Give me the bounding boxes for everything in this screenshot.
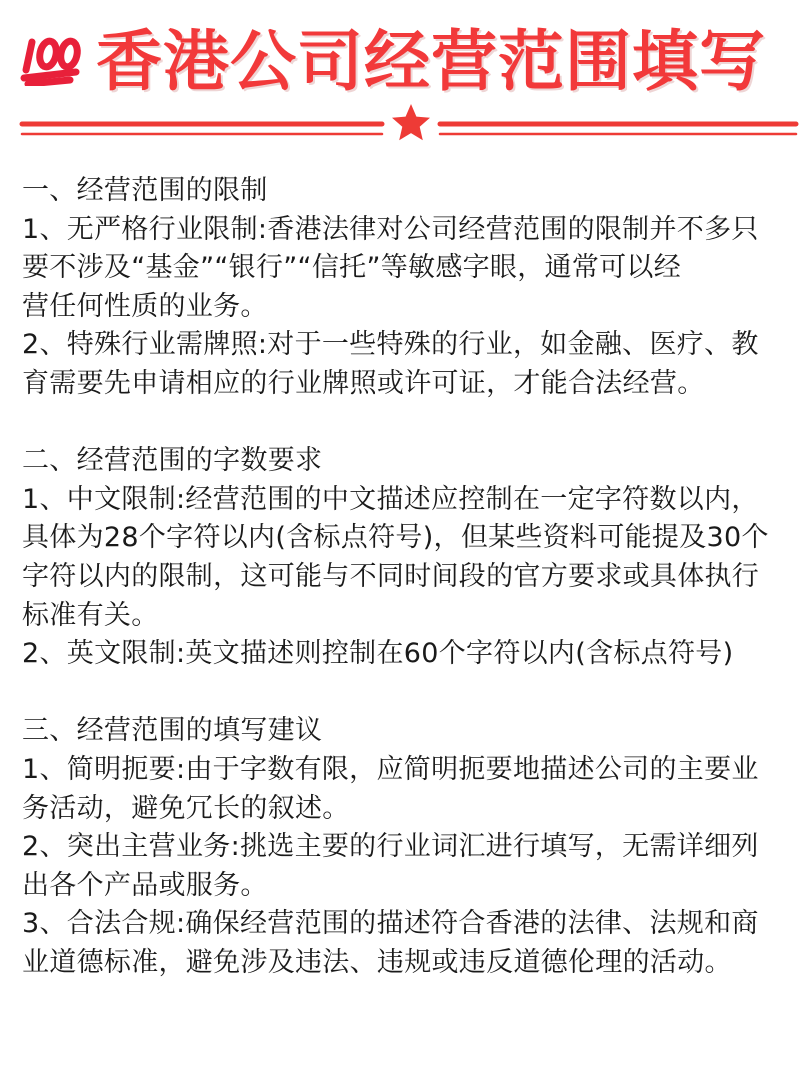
text-line: 2、突出主营业务:挑选主要的行业词汇进行填写，无需详细列: [22, 831, 759, 863]
text-line: 2、英文限制:英文描述则控制在60个字符以内(含标点符号): [22, 638, 734, 670]
text-line: 1、中文限制:经营范围的中文描述应控制在一定字符数以内，: [22, 483, 759, 515]
header: [0, 0, 800, 160]
text-line: 务活动，避免冗长的叙述。: [22, 792, 350, 824]
paragraph-gap: [22, 674, 782, 713]
section-heading-suggestions: 三、经营范围的填写建议: [22, 715, 323, 747]
article-body: [22, 172, 782, 982]
star-divider: [0, 100, 800, 160]
text-line: 字符以内的限制，这可能与不同时间段的官方要求或具体执行: [22, 560, 760, 592]
text-line: 具体为28个字符以内(含标点符号)，但某些资料可能提及30个: [22, 522, 769, 554]
star-icon: [392, 104, 430, 140]
text-line: 1、简明扼要:由于字数有限，应简明扼要地描述公司的主要业: [22, 753, 759, 785]
paragraph-gap: [22, 404, 782, 443]
text-line: 标准有关。: [22, 599, 159, 631]
page-title: 香港公司经营范围填写: [96, 23, 766, 100]
hundred-points-icon: [18, 34, 84, 86]
text-line: 出各个产品或服务。: [22, 869, 268, 901]
text-line: 1、无严格行业限制:香港法律对公司经营范围的限制并不多只: [22, 213, 759, 245]
text-line: 营任何性质的业务。: [22, 290, 268, 322]
section-heading-restrictions: 一、经营范围的限制: [22, 175, 268, 206]
text-line: 育需要先申请相应的行业牌照或许可证，才能合法经营。: [22, 367, 705, 399]
text-line: 要不涉及“基金”“银行”“信托”等敏感字眼，通常可以经: [22, 252, 682, 284]
text-line: 业道德标准，避免涉及违法、违规或违反道德伦理的活动。: [22, 946, 732, 978]
text-line: 2、特殊行业需牌照:对于一些特殊的行业，如金融、医疗、教: [22, 329, 759, 361]
section-heading-char-limit: 二、经营范围的字数要求: [22, 445, 323, 477]
text-line: 3、合法合规:确保经营范围的描述符合香港的法律、法规和商: [22, 908, 759, 940]
